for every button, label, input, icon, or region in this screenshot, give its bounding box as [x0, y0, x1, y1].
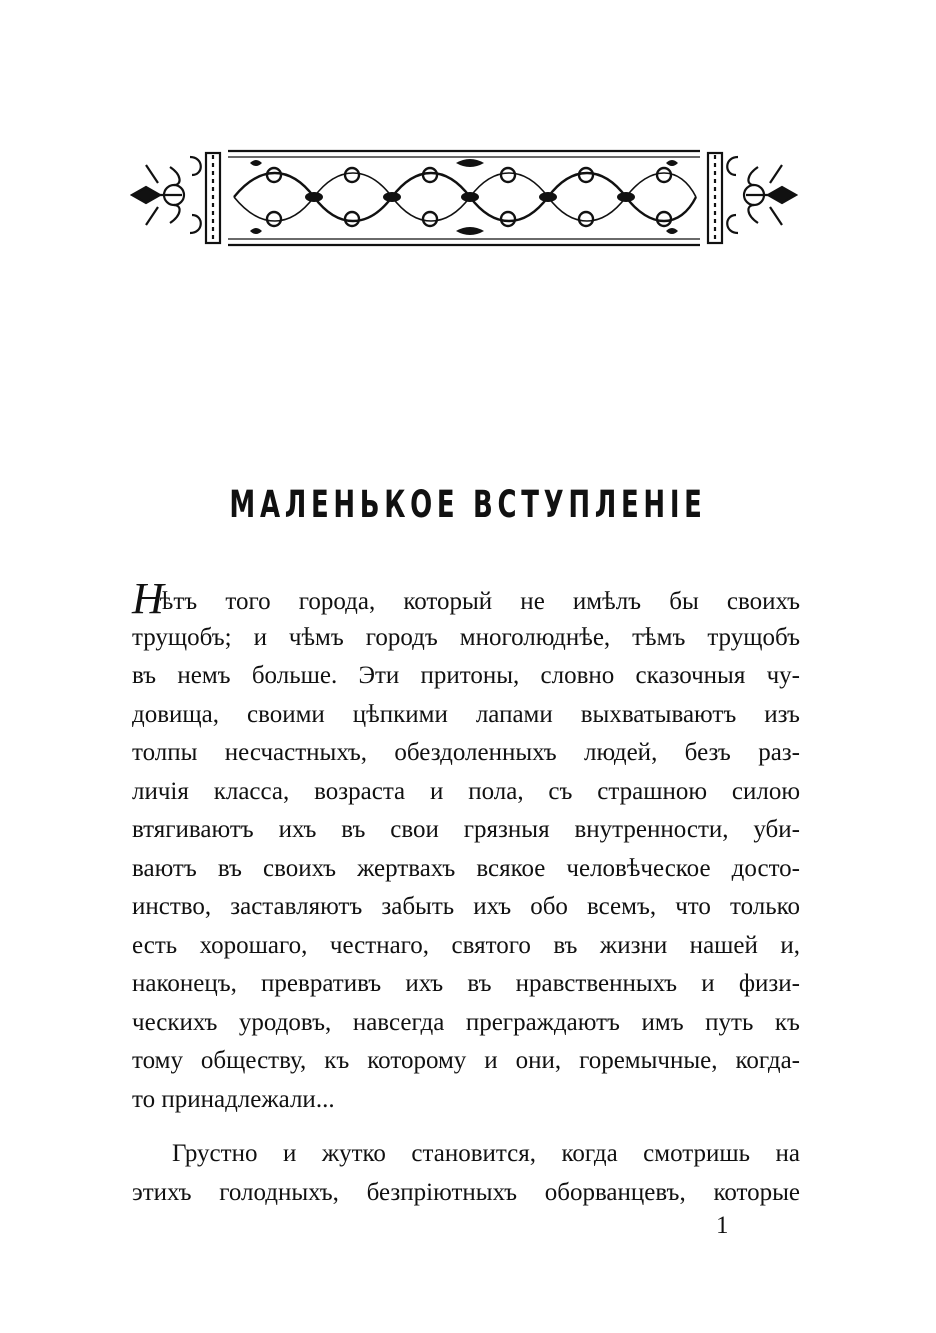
text-line: инство, заставляютъ забыть ихъ обо всемъ, что только: [132, 893, 800, 920]
text-line: ческихъ уродовъ, навсегда преграждаютъ имъ путь къ: [132, 1008, 800, 1036]
ornamental-headpiece-icon: [130, 145, 798, 251]
text-line: Грустно и жутко становится, когда смотришь на: [172, 1140, 800, 1167]
text-line: есть хорошаго, честнаго, святого въ жизни нашей и,: [132, 931, 800, 959]
text-line: трущобъ; и чѣмъ городъ многолюднѣе, тѣмъ трущобъ: [132, 623, 800, 651]
page-number: 1: [716, 1212, 729, 1239]
text-line: личія класса, возраста и пола, съ страшною силою: [132, 777, 800, 805]
text-line: ваютъ въ своихъ жертвахъ всякое человѣческое досто-: [132, 854, 800, 882]
text-line: тому обществу, къ которому и они, горемычные, когда-: [132, 1047, 800, 1074]
body-text: [132, 574, 800, 1212]
text-line: наконецъ, превративъ ихъ въ нравственныхъ и физи-: [132, 970, 800, 997]
text-line: этихъ голодныхъ, безпріютныхъ оборванцевъ, которые: [132, 1178, 800, 1206]
drop-cap: Н: [132, 574, 160, 623]
text-line: то принадлежали...: [132, 1085, 335, 1113]
text-line: въ немъ больше. Эти притоны, словно сказочныя чу-: [132, 662, 800, 689]
text-line: Нѣтъ того города, который не имѣлъ бы своихъ: [132, 574, 800, 623]
text-line: толпы несчастныхъ, обездоленныхъ людей, безъ раз-: [132, 739, 800, 766]
paragraph-gap: [132, 1119, 800, 1135]
text-line: втягиваютъ ихъ въ свои грязныя внутренности, уби-: [132, 816, 800, 843]
text-line: довища, своими цѣпкими лапами выхватываютъ изъ: [132, 700, 800, 728]
chapter-title: МАЛЕНЬКОЕ ВСТУПЛЕНІЕ: [229, 483, 707, 526]
